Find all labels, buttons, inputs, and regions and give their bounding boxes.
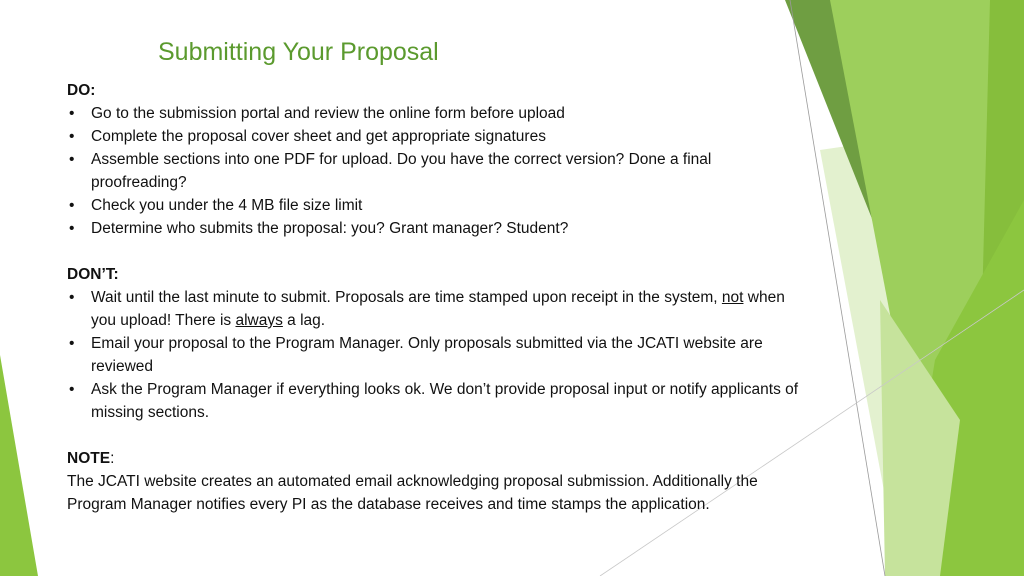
dont-item-text: Wait until the last minute to submit. Proposals are time stamped upon receipt in the system, — [91, 289, 722, 306]
dont-item: • Ask the Program Manager if everything looks ok. We don’t provide proposal input or notify applicants of missing sections. — [67, 378, 807, 424]
dont-item-text: when you upload! There is — [91, 289, 785, 329]
dont-item: • Email your proposal to the Program Manager. Only proposals submitted via the JCATI website are reviewed — [67, 332, 807, 378]
underlined-always: always — [235, 312, 283, 329]
dont-item — [67, 286, 807, 332]
slide-title: Submitting Your Proposal — [158, 38, 439, 66]
note-heading: NOTE — [67, 450, 111, 467]
do-item: • Check you under the 4 MB file size limit — [67, 194, 807, 217]
do-item: • Assemble sections into one PDF for upload. Do you have the correct version? Done a final proofreading? — [67, 148, 807, 194]
dont-heading: DON’T: — [67, 266, 119, 283]
do-item: • Complete the proposal cover sheet and get appropriate signatures — [67, 125, 807, 148]
note-colon: : — [110, 450, 115, 467]
do-list — [67, 102, 807, 240]
dont-list — [67, 286, 807, 424]
do-heading: DO: — [67, 82, 96, 99]
note-text: The JCATI website creates an automated email acknowledging proposal submission. Additionally the Program Manager notifies every PI as the database receives and time stamps the application. — [67, 473, 758, 513]
note-heading-line — [67, 447, 807, 470]
do-item: • Go to the submission portal and review the online form before upload — [67, 102, 807, 125]
deco-left-sliver — [0, 355, 38, 576]
slide-body — [67, 79, 807, 516]
do-item: • Determine who submits the proposal: you? Grant manager? Student? — [67, 217, 807, 240]
dont-item-text: a lag. — [282, 312, 326, 329]
underlined-not: not — [721, 289, 744, 306]
